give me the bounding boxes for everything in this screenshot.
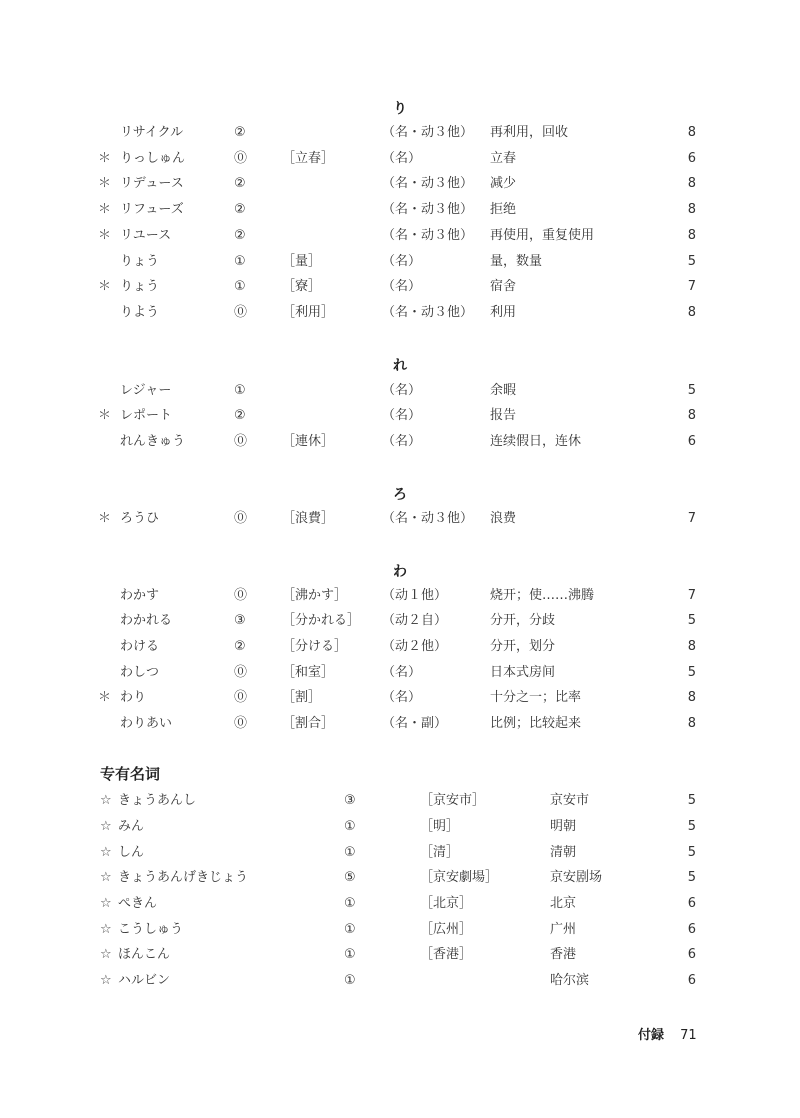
meaning: 拒绝 bbox=[490, 202, 517, 217]
lesson-number: 6 bbox=[687, 434, 696, 449]
lesson-number: 6 bbox=[687, 947, 696, 962]
section-heading: ろ bbox=[393, 487, 407, 503]
lesson-number: 5 bbox=[687, 819, 696, 834]
meaning: 报告 bbox=[490, 408, 517, 423]
proper-noun-row bbox=[0, 969, 800, 993]
meaning: 烧开；使……沸腾 bbox=[490, 588, 595, 603]
proper-noun-row bbox=[0, 789, 800, 813]
accent-mark: ① bbox=[344, 922, 356, 937]
star-mark: ＊ bbox=[98, 176, 112, 191]
word-kana: レポート bbox=[120, 408, 173, 423]
meaning: 香港 bbox=[550, 947, 577, 962]
part-of-speech: （名・动３他） bbox=[382, 176, 474, 191]
word-kana: れんきゅう bbox=[120, 434, 186, 449]
part-of-speech: （名） bbox=[382, 254, 422, 269]
lesson-number: 6 bbox=[687, 896, 696, 911]
word-kana: わかれる bbox=[120, 613, 173, 628]
proper-nouns-title: 专有名词 bbox=[100, 765, 161, 783]
word-kanji: ［清］ bbox=[420, 845, 460, 860]
word-kana: わりあい bbox=[120, 716, 173, 731]
part-of-speech: （名） bbox=[382, 383, 422, 398]
word-kanji: ［立春］ bbox=[282, 151, 335, 166]
word-kana: わかす bbox=[120, 588, 160, 603]
meaning: 立春 bbox=[490, 151, 517, 166]
glossary-row bbox=[0, 121, 800, 145]
accent-mark: ① bbox=[344, 896, 356, 911]
lesson-number: 5 bbox=[687, 793, 696, 808]
word-kanji: ［割合］ bbox=[282, 716, 335, 731]
proper-noun-row bbox=[0, 943, 800, 967]
part-of-speech: （动２自） bbox=[382, 613, 448, 628]
word-kana: ほんこん bbox=[118, 947, 171, 962]
word-kana: リサイクル bbox=[120, 125, 184, 140]
word-kana: りよう bbox=[120, 305, 160, 320]
star-outline-icon: ☆ bbox=[100, 973, 112, 988]
word-kana: きょうあんし bbox=[118, 793, 197, 808]
meaning: 广州 bbox=[550, 922, 577, 937]
part-of-speech: （名） bbox=[382, 434, 422, 449]
glossary-row bbox=[0, 404, 800, 428]
star-mark: ＊ bbox=[98, 202, 112, 217]
lesson-number: 8 bbox=[687, 408, 696, 423]
word-kana: ぺきん bbox=[118, 896, 158, 911]
accent-mark: ⓪ bbox=[234, 151, 248, 166]
glossary-row bbox=[0, 172, 800, 196]
accent-mark: ② bbox=[234, 125, 246, 140]
meaning: 宿舍 bbox=[490, 279, 517, 294]
accent-mark: ① bbox=[344, 973, 356, 988]
word-kana: レジャー bbox=[120, 383, 172, 398]
word-kana: みん bbox=[118, 819, 145, 834]
lesson-number: 5 bbox=[687, 845, 696, 860]
glossary-row bbox=[0, 301, 800, 325]
accent-mark: ⓪ bbox=[234, 434, 248, 449]
glossary-row bbox=[0, 686, 800, 710]
meaning: 再利用，回收 bbox=[490, 125, 569, 140]
word-kana: りょう bbox=[120, 279, 160, 294]
lesson-number: 8 bbox=[687, 125, 696, 140]
accent-mark: ② bbox=[234, 202, 246, 217]
meaning: 京安剧场 bbox=[550, 870, 603, 885]
word-kanji: ［和室］ bbox=[282, 665, 335, 680]
lesson-number: 8 bbox=[687, 305, 696, 320]
glossary-row bbox=[0, 275, 800, 299]
accent-mark: ① bbox=[344, 819, 356, 834]
star-outline-icon: ☆ bbox=[100, 896, 112, 911]
word-kanji: ［分かれる］ bbox=[282, 613, 361, 628]
part-of-speech: （名） bbox=[382, 665, 422, 680]
meaning: 量，数量 bbox=[490, 254, 543, 269]
accent-mark: ② bbox=[234, 408, 246, 423]
glossary-row bbox=[0, 379, 800, 403]
word-kana: わしつ bbox=[120, 665, 160, 680]
accent-mark: ⓪ bbox=[234, 716, 248, 731]
lesson-number: 8 bbox=[687, 176, 696, 191]
meaning: 分开，划分 bbox=[490, 639, 556, 654]
appendix-label: 付録 bbox=[638, 1028, 665, 1043]
part-of-speech: （名） bbox=[382, 690, 422, 705]
part-of-speech: （动１他） bbox=[382, 588, 448, 603]
lesson-number: 5 bbox=[687, 254, 696, 269]
meaning: 十分之一；比率 bbox=[490, 690, 582, 705]
accent-mark: ⓪ bbox=[234, 665, 248, 680]
accent-mark: ① bbox=[234, 279, 246, 294]
star-mark: ＊ bbox=[98, 228, 112, 243]
word-kana: こうしゅう bbox=[118, 922, 184, 937]
word-kanji: ［北京］ bbox=[420, 896, 473, 911]
glossary-row bbox=[0, 584, 800, 608]
proper-noun-row bbox=[0, 892, 800, 916]
accent-mark: ① bbox=[344, 845, 356, 860]
section-heading: れ bbox=[393, 358, 407, 374]
word-kana: ハルビン bbox=[118, 973, 171, 988]
word-kanji: ［香港］ bbox=[420, 947, 473, 962]
meaning: 比例；比较起来 bbox=[490, 716, 582, 731]
proper-noun-row bbox=[0, 841, 800, 865]
lesson-number: 6 bbox=[687, 922, 696, 937]
part-of-speech: （名・动３他） bbox=[382, 228, 474, 243]
lesson-number: 8 bbox=[687, 202, 696, 217]
part-of-speech: （名） bbox=[382, 151, 422, 166]
part-of-speech: （名・动３他） bbox=[382, 125, 474, 140]
lesson-number: 7 bbox=[687, 279, 696, 294]
star-mark: ＊ bbox=[98, 279, 112, 294]
glossary-row bbox=[0, 609, 800, 633]
glossary-row bbox=[0, 430, 800, 454]
part-of-speech: （名・动３他） bbox=[382, 511, 474, 526]
word-kanji: ［量］ bbox=[282, 254, 322, 269]
glossary-row bbox=[0, 147, 800, 171]
word-kana: わり bbox=[120, 690, 147, 705]
meaning: 浪费 bbox=[490, 511, 517, 526]
accent-mark: ① bbox=[344, 947, 356, 962]
meaning: 分开，分歧 bbox=[490, 613, 556, 628]
lesson-number: 7 bbox=[687, 511, 696, 526]
proper-noun-row bbox=[0, 918, 800, 942]
accent-mark: ① bbox=[234, 383, 246, 398]
glossary-row bbox=[0, 635, 800, 659]
part-of-speech: （名） bbox=[382, 279, 422, 294]
word-kana: リユース bbox=[120, 228, 172, 243]
word-kana: きょうあんげきじょう bbox=[118, 870, 249, 885]
star-outline-icon: ☆ bbox=[100, 793, 112, 808]
word-kanji: ［浪費］ bbox=[282, 511, 335, 526]
part-of-speech: （名・副） bbox=[382, 716, 448, 731]
star-outline-icon: ☆ bbox=[100, 870, 112, 885]
word-kanji: ［連休］ bbox=[282, 434, 335, 449]
glossary-row bbox=[0, 661, 800, 685]
accent-mark: ⓪ bbox=[234, 690, 248, 705]
word-kanji: ［京安市］ bbox=[420, 793, 486, 808]
star-mark: ＊ bbox=[98, 408, 112, 423]
word-kana: しん bbox=[118, 845, 145, 860]
meaning: 清朝 bbox=[550, 845, 577, 860]
word-kana: リフューズ bbox=[120, 202, 184, 217]
word-kanji: ［分ける］ bbox=[282, 639, 348, 654]
meaning: 哈尔滨 bbox=[550, 973, 590, 988]
accent-mark: ⓪ bbox=[234, 305, 248, 320]
meaning: 余暇 bbox=[490, 383, 517, 398]
word-kanji: ［明］ bbox=[420, 819, 460, 834]
star-mark: ＊ bbox=[98, 690, 112, 705]
part-of-speech: （动２他） bbox=[382, 639, 448, 654]
lesson-number: 6 bbox=[687, 151, 696, 166]
proper-noun-row bbox=[0, 866, 800, 890]
accent-mark: ② bbox=[234, 639, 246, 654]
accent-mark: ⑤ bbox=[344, 870, 356, 885]
word-kanji: ［沸かす］ bbox=[282, 588, 348, 603]
meaning: 连续假日，连休 bbox=[490, 434, 582, 449]
star-outline-icon: ☆ bbox=[100, 845, 112, 860]
accent-mark: ③ bbox=[344, 793, 356, 808]
meaning: 日本式房间 bbox=[490, 665, 556, 680]
part-of-speech: （名・动３他） bbox=[382, 305, 474, 320]
star-mark: ＊ bbox=[98, 151, 112, 166]
word-kana: わける bbox=[120, 639, 160, 654]
word-kana: ろうひ bbox=[120, 511, 160, 526]
accent-mark: ② bbox=[234, 228, 246, 243]
star-mark: ＊ bbox=[98, 511, 112, 526]
glossary-row bbox=[0, 250, 800, 274]
glossary-row bbox=[0, 224, 800, 248]
lesson-number: 7 bbox=[687, 588, 696, 603]
lesson-number: 8 bbox=[687, 228, 696, 243]
page-footer bbox=[638, 1024, 697, 1043]
star-outline-icon: ☆ bbox=[100, 922, 112, 937]
part-of-speech: （名・动３他） bbox=[382, 202, 474, 217]
accent-mark: ③ bbox=[234, 613, 246, 628]
word-kanji: ［京安劇場］ bbox=[420, 870, 499, 885]
lesson-number: 8 bbox=[687, 716, 696, 731]
lesson-number: 6 bbox=[687, 973, 696, 988]
word-kana: りっしゅん bbox=[120, 151, 186, 166]
word-kana: リデュース bbox=[120, 176, 184, 191]
lesson-number: 5 bbox=[687, 665, 696, 680]
accent-mark: ① bbox=[234, 254, 246, 269]
proper-noun-row bbox=[0, 815, 800, 839]
glossary-row bbox=[0, 507, 800, 531]
accent-mark: ⓪ bbox=[234, 511, 248, 526]
lesson-number: 5 bbox=[687, 613, 696, 628]
part-of-speech: （名） bbox=[382, 408, 422, 423]
word-kanji: ［利用］ bbox=[282, 305, 335, 320]
word-kana: りょう bbox=[120, 254, 160, 269]
lesson-number: 5 bbox=[687, 870, 696, 885]
star-outline-icon: ☆ bbox=[100, 819, 112, 834]
section-heading: り bbox=[393, 101, 407, 117]
word-kanji: ［広州］ bbox=[420, 922, 473, 937]
meaning: 京安市 bbox=[550, 793, 590, 808]
meaning: 利用 bbox=[490, 305, 517, 320]
meaning: 北京 bbox=[550, 896, 577, 911]
glossary-row bbox=[0, 712, 800, 736]
lesson-number: 8 bbox=[687, 639, 696, 654]
lesson-number: 8 bbox=[687, 690, 696, 705]
page-number: 71 bbox=[680, 1028, 697, 1043]
accent-mark: ⓪ bbox=[234, 588, 248, 603]
lesson-number: 5 bbox=[687, 383, 696, 398]
star-outline-icon: ☆ bbox=[100, 947, 112, 962]
meaning: 再使用，重复使用 bbox=[490, 228, 595, 243]
accent-mark: ② bbox=[234, 176, 246, 191]
section-heading: わ bbox=[393, 564, 407, 580]
glossary-row bbox=[0, 198, 800, 222]
word-kanji: ［割］ bbox=[282, 690, 322, 705]
word-kanji: ［寮］ bbox=[282, 279, 322, 294]
meaning: 明朝 bbox=[550, 819, 577, 834]
meaning: 减少 bbox=[490, 176, 517, 191]
